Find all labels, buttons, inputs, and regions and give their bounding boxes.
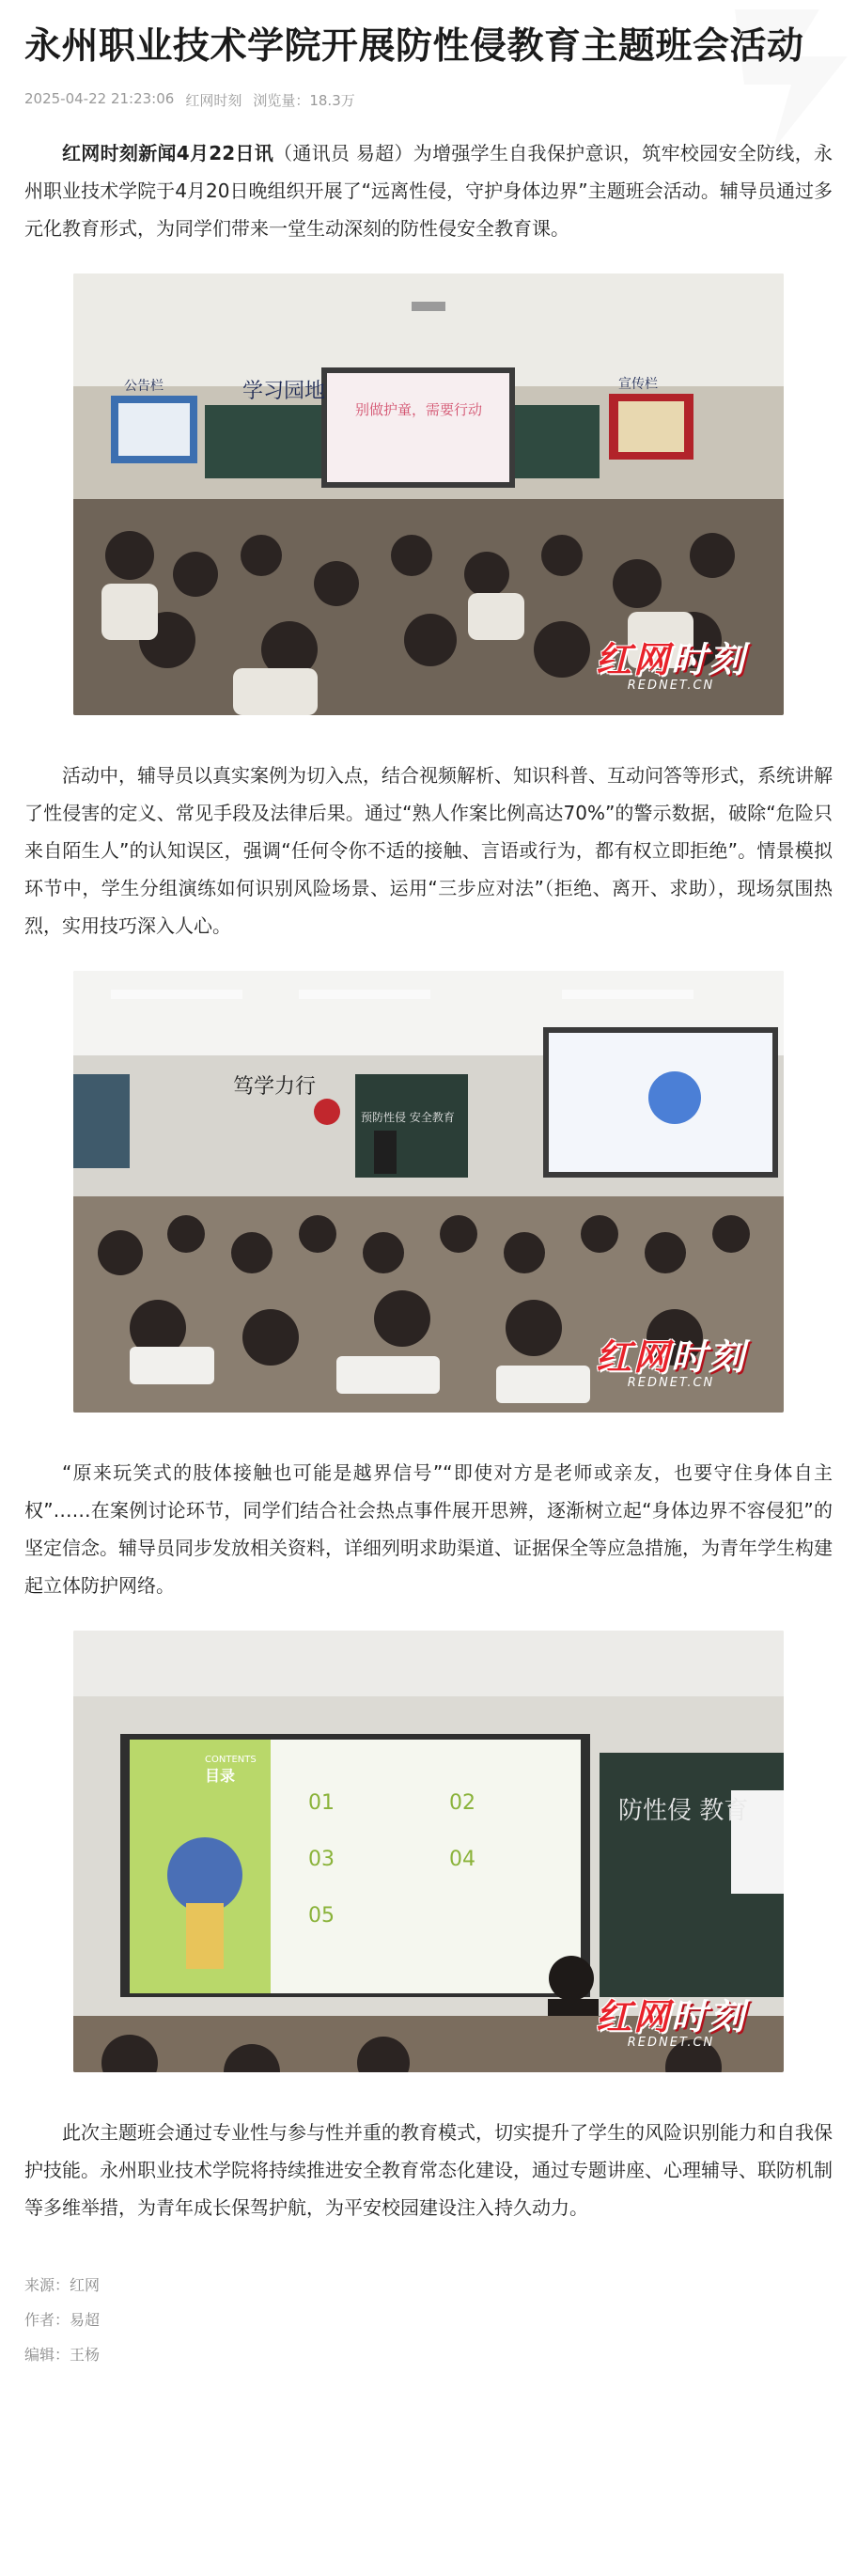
view-count: 浏览量：18.3万: [253, 92, 355, 109]
paragraph-4: 此次主题班会通过专业性与参与性并重的教育模式，切实提升了学生的风险识别能力和自我保护技能。永州职业技术学院将持续推进安全教育常态化建设，通过专题讲座、心理辅导、联防机制等多维举措，为青年成长保驾护航，为平安校园建设注入持久动力。: [24, 2121, 833, 2219]
photo-2-wall-text: 笃学力行: [233, 1075, 317, 1099]
photo-1-board-left: 公告栏: [124, 379, 164, 394]
photo-2-board-text: 预防性侵 安全教育: [361, 1111, 455, 1124]
paragraph-1: 红网时刻新闻4月22日讯（通讯员 易超）为增强学生自我保护意识，筑牢校园安全防线，永州职业技术学院于4月20日晚组织开展了“远离性侵，守护身体边界”主题班会活动。辅导员通过多元化教育形式，为同学们带来一堂生动深刻的防性侵安全教育课。: [24, 142, 834, 240]
footer-author: 作者：易超: [24, 2311, 101, 2329]
paragraph-2: 活动中，辅导员以真实案例为切入点，结合视频解析、知识科普、互动问答等形式，系统讲解了性侵害的定义、常见手段及法律后果。通过“熟人作案比例高达70%”的警示数据，破除“危险只来自陌生人”的认知误区，强调“任何令你不适的接触、言语或行为，都有权立即拒绝”。情景模拟环节中，学生分组演练如何识别风险场景、运用“三步应对法”（拒绝、离开、求助），现场氛围热烈，实用技巧深入人心。: [24, 764, 833, 937]
paragraph-3: “原来玩笑式的肢体接触也可能是越界信号”“即使对方是老师或亲友，也要守住身体自主权”……在案例讨论环节，同学们结合社会热点事件展开思辨，逐渐树立起“身体边界不容侵犯”的坚定信念。辅导员同步发放相关资料，详细列明求助渠道、证据保全等应急措施，为青年学生构建起立体防护网络。: [24, 1461, 833, 1597]
article-meta: [24, 90, 833, 110]
article-photo-2: [73, 971, 784, 1413]
footer-source: 来源：红网: [24, 2276, 101, 2294]
photo-3-slide-title: 目录: [205, 1767, 236, 1785]
photo-3-item-05: 05: [308, 1904, 335, 1928]
footer-editor: 编辑：王杨: [24, 2346, 101, 2364]
article-photo-1: [73, 273, 784, 715]
dateline: 红网时刻新闻4月22日讯: [62, 142, 274, 164]
photo-3-board-text: 防性侵 教育: [618, 1797, 749, 1825]
rednet-logo: 红网时刻 REDNET.CN: [595, 1336, 746, 1390]
rednet-logo: 红网时刻 REDNET.CN: [595, 639, 746, 693]
photo-1-slide-text: 别做护童，需要行动: [355, 401, 483, 418]
photo-3-item-04: 04: [449, 1848, 475, 1871]
article-title: 永州职业技术学院开展防性侵教育主题班会活动: [24, 25, 804, 68]
publish-source: 红网时刻: [185, 92, 242, 109]
rednet-logo: 红网时刻 REDNET.CN: [595, 1996, 746, 2050]
photo-3-item-02: 02: [449, 1791, 475, 1815]
publish-datetime: 2025-04-22 21:23:06: [24, 90, 175, 107]
article-footer: [24, 2268, 833, 2372]
photo-3-item-01: 01: [308, 1791, 335, 1815]
photo-1-board-right: 宣传栏: [618, 377, 658, 392]
photo-3-slide-sub: CONTENTS: [205, 1755, 257, 1765]
photo-3-item-03: 03: [308, 1848, 335, 1871]
article-photo-3: [73, 1631, 784, 2072]
photo-1-board: 学习园地: [242, 380, 326, 403]
